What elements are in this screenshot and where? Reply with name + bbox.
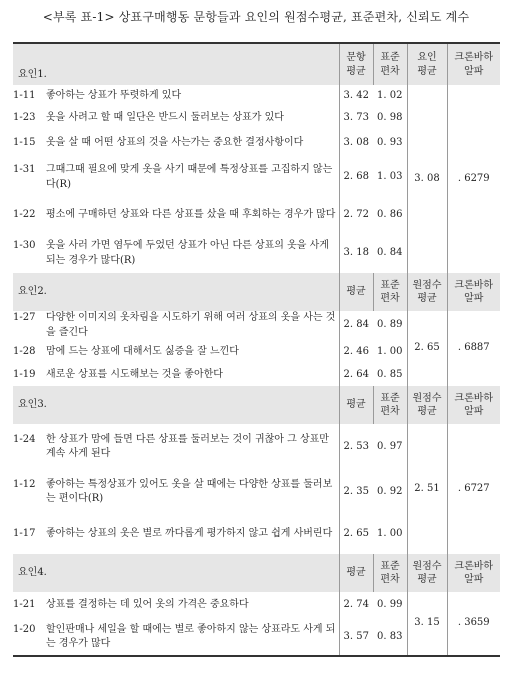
item-cell: [13, 619, 339, 656]
item-mean: 2. 53: [339, 424, 373, 470]
item-mean: 3. 18: [339, 234, 373, 273]
item-sd: 1. 03: [377, 171, 403, 183]
item-mean: 3. 08: [339, 129, 373, 158]
item-mean-header: 문항 평균: [339, 43, 373, 85]
item-sd: 0. 83: [377, 630, 403, 642]
factor-title: 요인1.: [13, 43, 339, 85]
item-sd: 0. 99: [377, 599, 403, 611]
item-cell: [13, 424, 339, 470]
item-text: 좋아하는 상표가 뚜렷하게 있다: [46, 89, 182, 101]
item-mean: 2. 35: [339, 470, 373, 514]
item-mean: 2. 65: [339, 514, 373, 554]
item-text: 그때그때 필요에 맞게 옷을 사기 때문에 특정상표를 고집하지 않는다(R): [46, 164, 333, 190]
factor-header-row: [13, 273, 500, 311]
item-mean: 2. 72: [339, 197, 373, 234]
item-cell: [13, 85, 339, 107]
sd-header: 표준 편차: [373, 554, 407, 592]
item-text: 평소에 구매하던 상표와 다른 상표를 샀을 때 후회하는 경우가 많다: [46, 209, 336, 221]
item-code: 1-22: [13, 209, 36, 221]
item-mean-header: 평균: [339, 554, 373, 592]
item-cell: [13, 514, 339, 554]
item-text: 옷을 사러 가면 염두에 두었던 상표가 아닌 다른 상표의 옷을 사게 되는 경우가 많다(R): [46, 240, 329, 266]
item-sd: 1. 00: [377, 527, 403, 539]
item-mean-header: 평균: [339, 386, 373, 424]
factor-mean-header: 요인 평균: [407, 43, 447, 85]
item-sd: 0. 85: [377, 368, 403, 380]
factor-title: 요인3.: [13, 386, 339, 424]
item-code: 1-19: [13, 368, 36, 380]
item-mean: 3. 73: [339, 107, 373, 129]
item-text: 옷을 살 때 어떤 상표의 것을 사는가는 중요한 결정사항이다: [46, 137, 304, 149]
item-code: 1-12: [13, 478, 36, 490]
sd-header: 표준 편차: [373, 386, 407, 424]
item-code: 1-27: [13, 312, 36, 323]
item-cell: [13, 197, 339, 234]
item-mean-header: 평균: [339, 273, 373, 311]
item-row: [13, 311, 500, 340]
item-text: 할인판매나 세일을 할 때에는 별로 좋아하지 않는 상표라도 사게 되는 경우가 많다: [46, 623, 336, 649]
item-code: 1-24: [13, 433, 36, 445]
table-caption: <부록 표-1> 상표구매행동 문항들과 요인의 원점수평균, 표준편차, 신뢰도 계수: [42, 10, 470, 24]
factor-mean-header: 원점수 평균: [407, 554, 447, 592]
item-text: 맘에 드는 상표에 대해서도 싫증을 잘 느낀다: [46, 345, 239, 357]
item-mean: 2. 74: [339, 592, 373, 619]
factor-header-row: [13, 554, 500, 592]
item-code: 1-11: [13, 89, 36, 101]
factor-mean-header: 원점수 평균: [407, 386, 447, 424]
item-code: 1-30: [13, 240, 36, 251]
item-sd: 0. 86: [377, 209, 403, 221]
factor-mean: 2. 65: [407, 311, 447, 386]
item-mean: 2. 68: [339, 158, 373, 197]
item-cell: [13, 158, 339, 197]
item-text: 한 상표가 맘에 들면 다른 상표를 둘러보는 것이 귀찮아 그 상표만 계속 사게 된다: [46, 433, 329, 459]
factor-mean: 3. 15: [407, 592, 447, 656]
factor-mean: 2. 51: [407, 424, 447, 554]
item-sd: 1. 00: [377, 345, 403, 357]
cronbach-alpha: . 3659: [447, 592, 500, 656]
item-code: 1-20: [13, 623, 36, 635]
item-statistics-table: [13, 42, 500, 657]
item-mean: 3. 42: [339, 85, 373, 107]
item-cell: [13, 340, 339, 364]
item-text: 새로운 상표를 시도해보는 것을 좋아한다: [46, 368, 223, 380]
item-text: 옷을 사려고 할 때 일단은 반드시 둘러보는 상표가 있다: [46, 111, 284, 123]
item-text: 상표를 결정하는 데 있어 옷의 가격은 중요하다: [46, 599, 249, 611]
item-cell: [13, 234, 339, 273]
cronbach-alpha-header: 크론바하 알파: [447, 386, 500, 424]
factor-mean: 3. 08: [407, 85, 447, 273]
cronbach-alpha: . 6727: [447, 424, 500, 554]
factor-title: 요인2.: [13, 273, 339, 311]
cronbach-alpha: . 6887: [447, 311, 500, 386]
item-cell: [13, 592, 339, 619]
item-cell: [13, 107, 339, 129]
item-cell: [13, 364, 339, 386]
item-text: 좋아하는 상표의 옷은 별로 까다롭게 평가하지 않고 쉽게 사버린다: [46, 527, 333, 539]
cronbach-alpha-header: 크론바하 알파: [447, 554, 500, 592]
item-code: 1-17: [13, 527, 36, 539]
item-row: [13, 424, 500, 470]
item-sd: 0. 84: [377, 247, 403, 259]
item-sd: 0. 98: [377, 111, 403, 123]
item-sd: 0. 89: [377, 319, 403, 331]
item-row: [13, 85, 500, 107]
item-cell: [13, 470, 339, 514]
factor-header-row: [13, 386, 500, 424]
item-sd: 0. 92: [377, 485, 403, 497]
factor-mean-header: 원점수 평균: [407, 273, 447, 311]
item-code: 1-15: [13, 137, 36, 149]
item-text: 좋아하는 특정상표가 있어도 옷을 살 때에는 다양한 상표를 둘러보는 편이다(R): [46, 478, 333, 504]
item-mean: 2. 46: [339, 340, 373, 364]
item-row: [13, 592, 500, 619]
factor-header-row: [13, 43, 500, 85]
item-mean: 3. 57: [339, 619, 373, 656]
item-cell: [13, 129, 339, 158]
item-code: 1-31: [13, 164, 36, 175]
item-cell: [13, 311, 339, 340]
item-code: 1-23: [13, 111, 36, 123]
item-mean: 2. 64: [339, 364, 373, 386]
cronbach-alpha-header: 크론바하 알파: [447, 43, 500, 85]
item-sd: 0. 97: [377, 440, 403, 452]
item-sd: 1. 02: [377, 89, 403, 101]
item-code: 1-28: [13, 345, 36, 357]
item-mean: 2. 84: [339, 311, 373, 340]
item-text: 다양한 이미지의 옷차림을 시도하기 위해 여러 상표의 옷을 사는 것을 즐긴다: [46, 312, 336, 338]
factor-title: 요인4.: [13, 554, 339, 592]
cronbach-alpha-header: 크론바하 알파: [447, 273, 500, 311]
sd-header: 표준 편차: [373, 273, 407, 311]
cronbach-alpha: . 6279: [447, 85, 500, 273]
item-sd: 0. 93: [377, 137, 403, 149]
sd-header: 표준 편차: [373, 43, 407, 85]
item-code: 1-21: [13, 599, 36, 611]
